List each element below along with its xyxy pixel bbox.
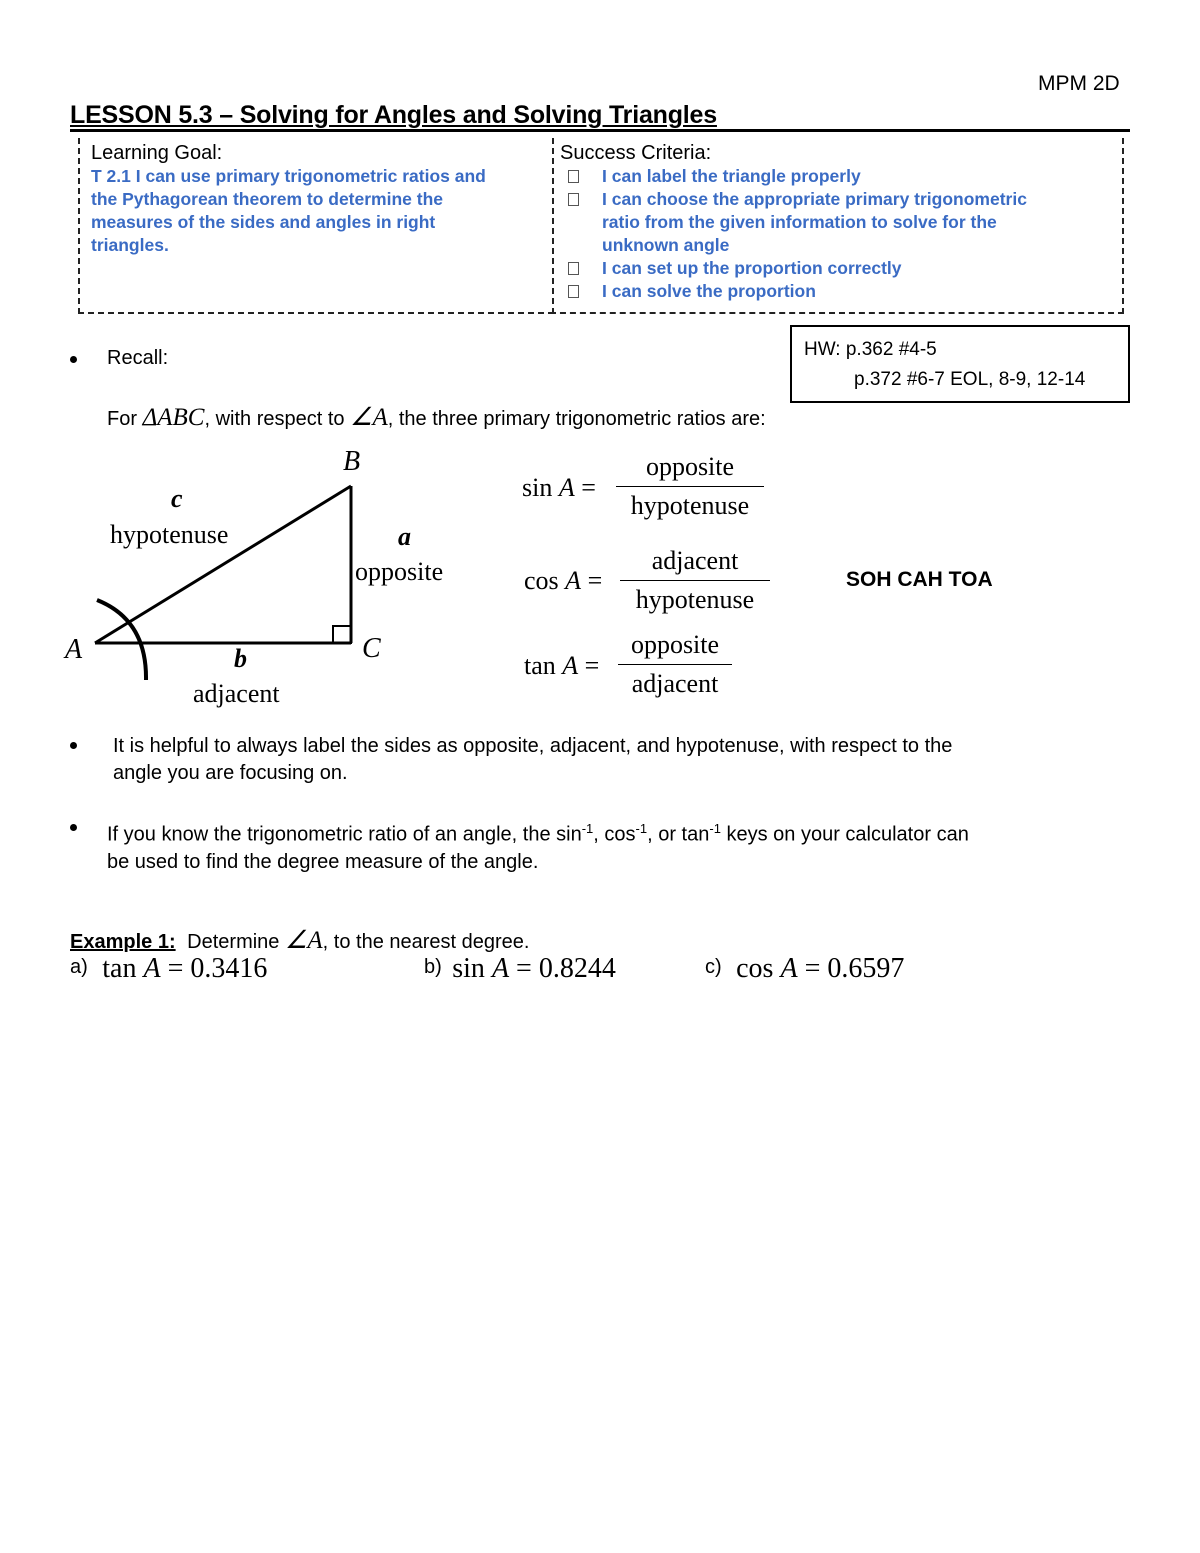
hypotenuse-side (95, 486, 351, 643)
tan-ratio-fraction (618, 630, 732, 699)
criteria-item: I can label the triangle properly (560, 165, 1122, 188)
side-c-label: c (171, 484, 183, 513)
cos-ratio-fraction (620, 546, 770, 615)
side-b-label: b (234, 644, 247, 673)
bullet-icon (70, 824, 77, 831)
note-inverse-keys: If you know the trigonometric ratio of an angle, the $\sin^{-1}$, $\cos^{-1}$, or $\tan^{-1}$ keys on your calculator can be used to find the degree measure of the angle. (107, 815, 1137, 876)
recall-intro: For ΔABC, with respect to ∠A, the three primary trigonometric ratios are: (107, 404, 766, 431)
checkbox-icon (568, 193, 579, 206)
criteria-item: I can set up the proportion correctly (560, 257, 1122, 280)
homework-line-1: HW: p.362 #4-5 (804, 339, 937, 360)
checkbox-icon (568, 262, 579, 275)
tan-numerator: opposite (618, 630, 732, 665)
criteria-item: I can solve the proportion (560, 280, 1122, 303)
example-1-label: Example 1: (70, 931, 176, 953)
note-label-sides: It is helpful to always label the sides as opposite, adjacent, and hypotenuse, with respect to the angle you are focusing on. (107, 733, 1137, 787)
learning-goal-text (91, 165, 552, 257)
recall-label: Recall: (107, 347, 169, 369)
recall-bullet (107, 347, 168, 370)
learning-goal-line: triangles. (91, 235, 169, 255)
homework-box (790, 325, 1130, 403)
criteria-item: I can choose the appropriate primary trigonometric ratio from the given information to solve for the unknown angle (560, 188, 1122, 257)
title-divider (70, 129, 1130, 132)
checkbox-icon (568, 285, 579, 298)
learning-goal-heading: Learning Goal: (91, 142, 223, 164)
success-criteria-list (560, 165, 1122, 303)
example-1-part-a: a) tan A = 0.3416 (70, 953, 268, 984)
bullet-icon (70, 742, 77, 749)
cos-ratio-label: cos A = (524, 566, 603, 595)
vertex-b-label: B (343, 446, 361, 477)
sin-ratio-fraction (616, 452, 764, 521)
side-a-label: a (398, 522, 411, 551)
learning-goal-line: the Pythagorean theorem to determine the (91, 189, 444, 209)
vertex-c-label: C (362, 633, 381, 664)
right-angle-marker (333, 626, 351, 643)
success-criteria-heading: Success Criteria: (560, 142, 712, 164)
course-code: MPM 2D (1038, 72, 1120, 95)
angle-arc (97, 600, 146, 680)
cos-numerator: adjacent (620, 546, 770, 581)
adjacent-label: adjacent (193, 679, 280, 708)
example-1-part-c: c) cos A = 0.6597 (705, 953, 905, 984)
learning-goal-line: measures of the sides and angles in right (91, 212, 436, 232)
sin-ratio-label: sin A = (522, 473, 596, 502)
angle-symbol: ∠A (350, 404, 388, 431)
opposite-label: opposite (355, 557, 444, 586)
tan-denominator: adjacent (631, 669, 719, 698)
lesson-title: LESSON 5.3 – Solving for Angles and Solving Triangles (70, 101, 717, 129)
cos-denominator: hypotenuse (635, 585, 755, 614)
right-triangle-diagram (55, 440, 495, 720)
hypotenuse-label: hypotenuse (110, 520, 229, 549)
bullet-icon (70, 356, 77, 363)
sin-numerator: opposite (616, 452, 764, 487)
homework-line-2: p.372 #6-7 EOL, 8-9, 12-14 (854, 369, 1086, 390)
success-criteria-box (550, 138, 1124, 314)
mnemonic-text: SOH CAH TOA (846, 568, 993, 591)
angle-symbol: ∠A (284, 927, 323, 954)
learning-goal-line: T 2.1 I can use primary trigonometric ratios and (91, 166, 486, 186)
example-1-part-b: b) sin A = 0.8244 (424, 953, 616, 984)
checkbox-icon (568, 170, 579, 183)
example-1-prompt: Example 1: Determine ∠A, to the nearest degree. (70, 927, 530, 954)
learning-goal-box (78, 138, 554, 314)
tan-ratio-label: tan A = (524, 651, 600, 680)
vertex-a-label: A (65, 634, 83, 665)
sin-denominator: hypotenuse (630, 491, 750, 520)
triangle-symbol: ΔABC (142, 404, 205, 431)
